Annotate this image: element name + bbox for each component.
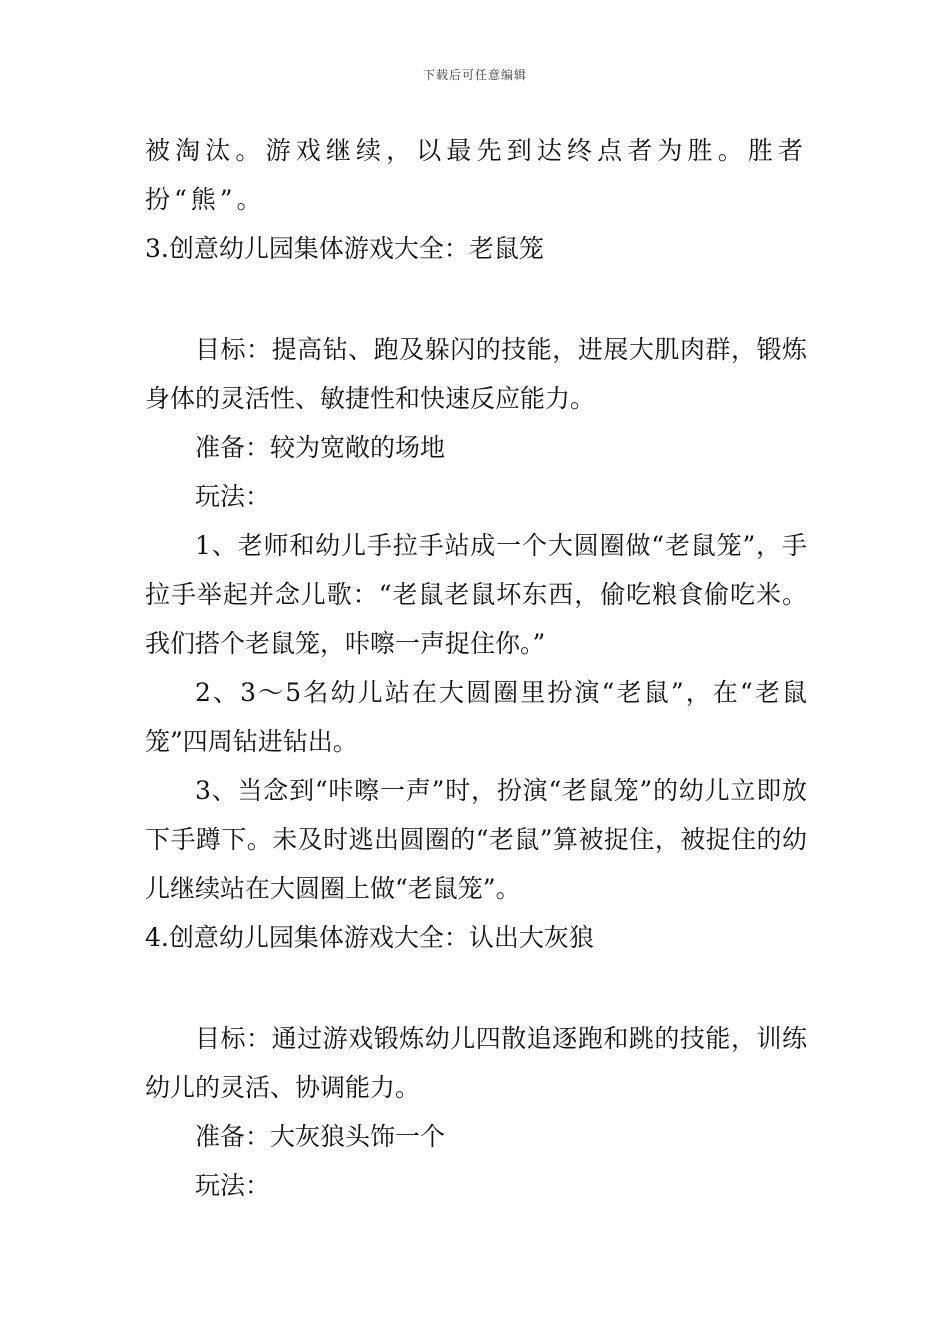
paragraph-step-1: 1、老师和幼儿手拉手站成一个大圆圈做“老鼠笼”，手拉手举起并念儿歌：“老鼠老鼠坏东西，偷吃粮食偷吃米。我们搭个老鼠笼，咔嚓一声捉住你。” (145, 531, 807, 658)
paragraph-step-3: 3、当念到“咔嚓一声”时，扮演“老鼠笼”的幼儿立即放下手蹲下。未及时逃出圆圈的“老鼠”算被捉住，被捉住的幼儿继续站在大圆圈上做“老鼠笼”。 (145, 776, 807, 903)
document-body (145, 126, 807, 1210)
paragraph-prep-4: 准备：大灰狼头饰一个 (195, 1122, 446, 1151)
section-heading-4: 4.创意幼儿园集体游戏大全：认出大灰狼 (145, 923, 594, 952)
paragraph-continuation: 被淘汰。游戏继续，以最先到达终点者为胜。胜者扮“熊”。 (145, 136, 807, 214)
paragraph-step-2: 2、3～5名幼儿站在大圆圈里扮演“老鼠”，在“老鼠笼”四周钻进钻出。 (145, 678, 807, 756)
paragraph-goal-3: 目标：提高钻、跑及躲闪的技能，进展大肌肉群，锻炼身体的灵活性、敏捷性和快速反应能力。 (145, 335, 807, 413)
section-heading-3: 3.创意幼儿园集体游戏大全：老鼠笼 (145, 234, 544, 263)
paragraph-prep-3: 准备：较为宽敞的场地 (195, 433, 446, 462)
paragraph-method-label-3: 玩法： (195, 482, 271, 511)
spacer (145, 273, 807, 325)
spacer (145, 962, 807, 1014)
paragraph-method-label-4: 玩法： (195, 1171, 271, 1200)
page-header: 下载后可任意编辑 (422, 68, 527, 82)
paragraph-goal-4: 目标：通过游戏锻炼幼儿四散追逐跑和跳的技能，训练幼儿的灵活、协调能力。 (145, 1024, 807, 1102)
